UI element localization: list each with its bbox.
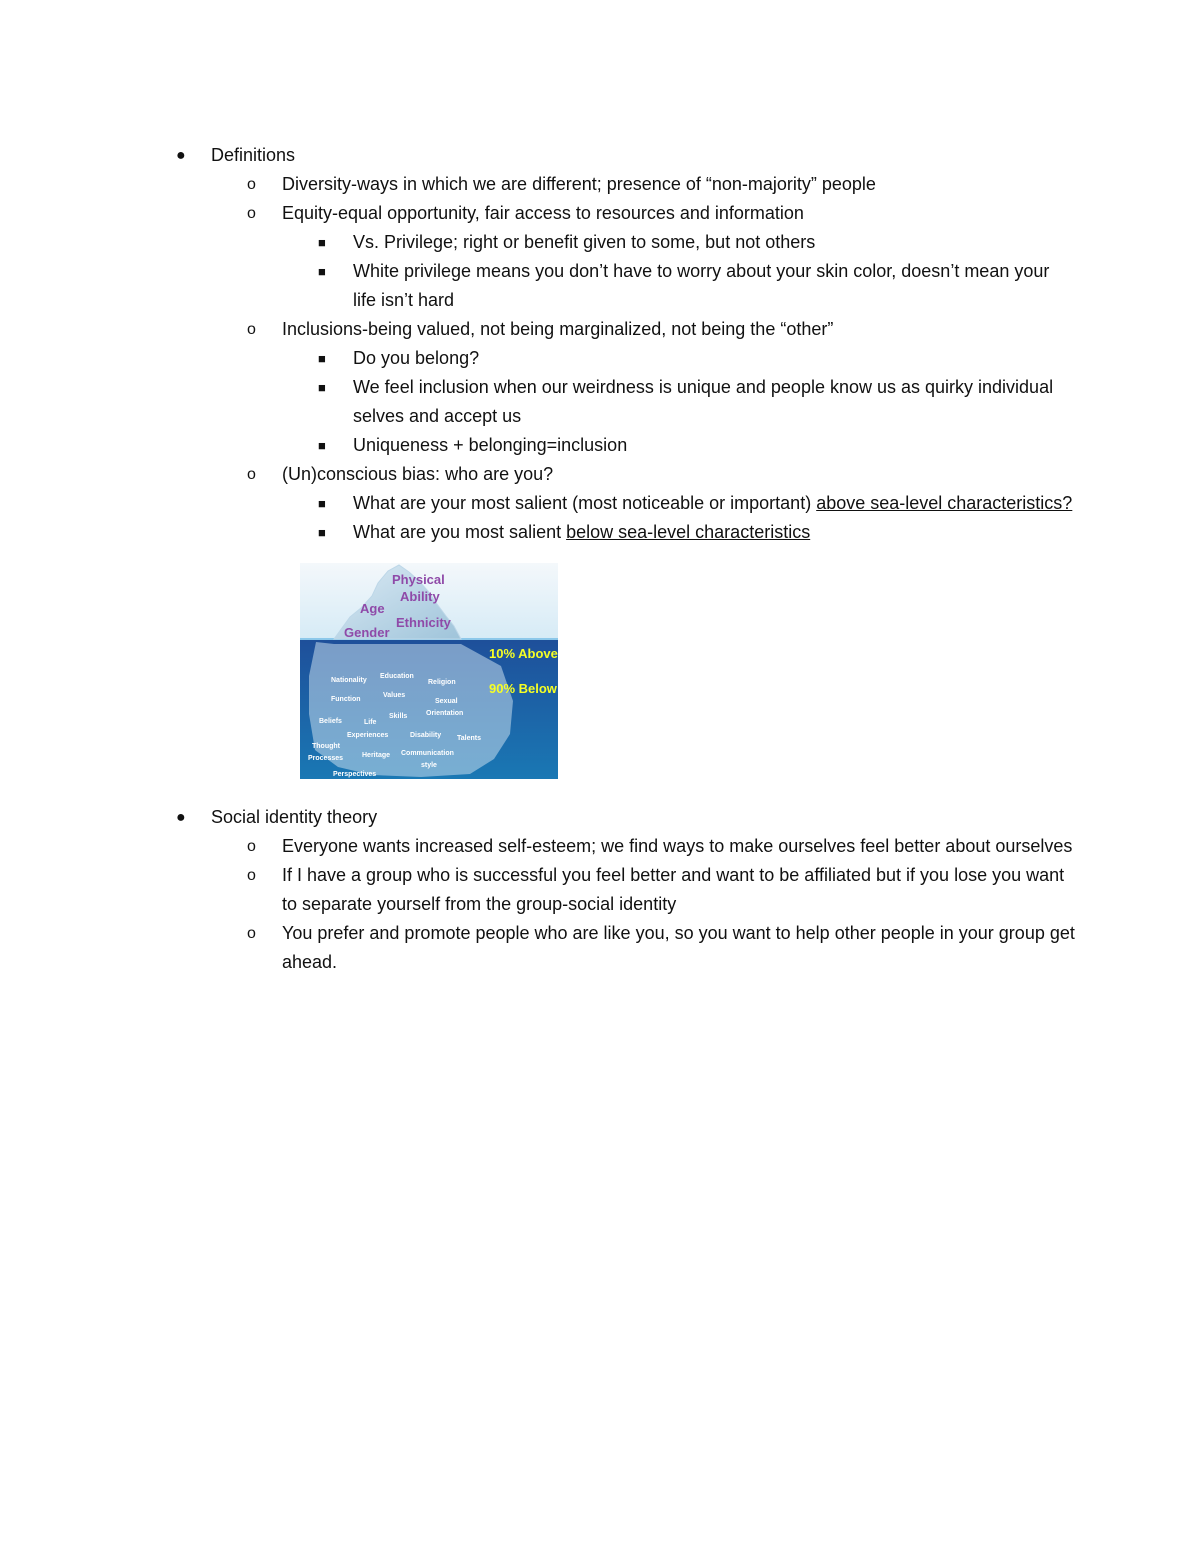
list-item-text: Do you belong? <box>353 348 480 368</box>
list-item-text: Vs. Privilege; right or benefit given to some, but not others <box>353 232 816 252</box>
hollow-circle-bullet: o <box>247 205 256 222</box>
iceberg-label-physical: Physical <box>392 572 445 587</box>
iceberg-label-processes: Processes <box>308 755 344 762</box>
list-item-text: (Un)conscious bias: who are you? <box>282 464 554 484</box>
hollow-circle-bullet: o <box>247 321 256 338</box>
list-item-text: Everyone wants increased self-esteem; we find ways to make ourselves feel better about ourselves <box>282 836 1073 856</box>
list-item-text: Diversity-ways in which we are different; presence of “non-majority” people <box>282 174 876 194</box>
underlined-text: below sea-level characteristics <box>566 522 811 542</box>
list-item <box>247 460 1076 547</box>
hollow-circle-bullet: o <box>247 466 256 483</box>
list-item-text: You prefer and promote people who are like you, so you want to help other people in your group get ahead. <box>282 923 1075 972</box>
definitions-list <box>247 170 1076 547</box>
iceberg-label-nationality: Nationality <box>331 677 367 684</box>
inclusion-sublist <box>318 344 1076 460</box>
section-title: Definitions <box>211 145 296 165</box>
equity-sublist <box>318 228 1076 315</box>
iceberg-label-experiences: Experiences <box>347 732 389 739</box>
iceberg-label-talents: Talents <box>457 735 481 742</box>
iceberg-label-sexual: Sexual <box>435 698 458 705</box>
list-item-text: We feel inclusion when our weirdness is unique and people know us as quirky individual selves and accept us <box>353 377 1054 426</box>
iceberg-illustration <box>300 563 558 779</box>
section-title: Social identity theory <box>211 807 378 827</box>
list-item-text: Uniqueness + belonging=inclusion <box>353 435 628 455</box>
section-list-definitions <box>176 141 1076 547</box>
square-bullet: ■ <box>318 264 326 279</box>
section-definitions <box>176 141 1076 547</box>
iceberg-label-communication: Communication <box>401 750 454 757</box>
list-item <box>318 228 1076 257</box>
iceberg-image <box>300 563 558 779</box>
iceberg-label-life: Life <box>364 719 377 726</box>
iceberg-label-ability: Ability <box>400 589 440 604</box>
iceberg-label-style: style <box>421 762 437 769</box>
square-bullet: ■ <box>318 351 326 366</box>
iceberg-label-religion: Religion <box>428 679 456 686</box>
section-list-social-identity <box>176 803 1076 977</box>
list-item <box>247 919 1076 977</box>
hollow-circle-bullet: o <box>247 867 256 884</box>
filled-circle-bullet: ● <box>176 809 186 826</box>
list-item <box>247 199 1076 315</box>
document-content <box>176 141 1076 977</box>
square-bullet: ■ <box>318 525 326 540</box>
hollow-circle-bullet: o <box>247 838 256 855</box>
hollow-circle-bullet: o <box>247 176 256 193</box>
iceberg-label-skills: Skills <box>389 713 408 720</box>
list-item-text: Equity-equal opportunity, fair access to resources and information <box>282 203 804 223</box>
list-item <box>247 170 1076 199</box>
list-item-text-prefix: What are your most salient (most noticeable or important) <box>353 493 817 513</box>
square-bullet: ■ <box>318 496 326 511</box>
iceberg-label-gender: Gender <box>344 625 390 640</box>
iceberg-label-disability: Disability <box>410 732 442 739</box>
hollow-circle-bullet: o <box>247 925 256 942</box>
iceberg-label-education: Education <box>380 673 414 680</box>
list-item <box>247 315 1076 460</box>
underlined-text: above sea-level characteristics? <box>816 493 1073 513</box>
list-item-text: White privilege means you don’t have to worry about your skin color, doesn’t mean your life isn’t hard <box>353 261 1050 310</box>
list-item <box>318 431 1076 460</box>
iceberg-label-beliefs: Beliefs <box>319 718 342 725</box>
iceberg-label-thought: Thought <box>312 743 340 750</box>
list-item-text-prefix: What are you most salient <box>353 522 567 542</box>
filled-circle-bullet: ● <box>176 147 186 164</box>
square-bullet: ■ <box>318 380 326 395</box>
list-item-text: If I have a group who is successful you feel better and want to be affiliated but if you lose you want to separate yourself from the group-social identity <box>282 865 1065 914</box>
list-item <box>318 489 1076 518</box>
list-item <box>318 518 1076 547</box>
list-item <box>318 257 1076 315</box>
list-item <box>247 861 1076 919</box>
iceberg-label-perspectives: Perspectives <box>333 771 377 778</box>
bias-sublist <box>318 489 1076 547</box>
list-item <box>318 373 1076 431</box>
list-item-text: Inclusions-being valued, not being marginalized, not being the “other” <box>282 319 834 339</box>
social-identity-list <box>247 832 1076 977</box>
iceberg-label-heritage: Heritage <box>362 752 391 759</box>
iceberg-label-ethnicity: Ethnicity <box>396 615 451 630</box>
percent-below-label: 90% Below <box>489 681 557 696</box>
list-item <box>318 344 1076 373</box>
iceberg-label-function: Function <box>331 696 361 703</box>
iceberg-label-orientation: Orientation <box>426 710 464 717</box>
list-item <box>247 832 1076 861</box>
iceberg-label-values: Values <box>383 692 406 699</box>
percent-above-label: 10% Above <box>489 646 558 661</box>
iceberg-label-age: Age <box>360 601 385 616</box>
square-bullet: ■ <box>318 438 326 453</box>
section-social-identity-theory <box>176 803 1076 977</box>
square-bullet: ■ <box>318 235 326 250</box>
